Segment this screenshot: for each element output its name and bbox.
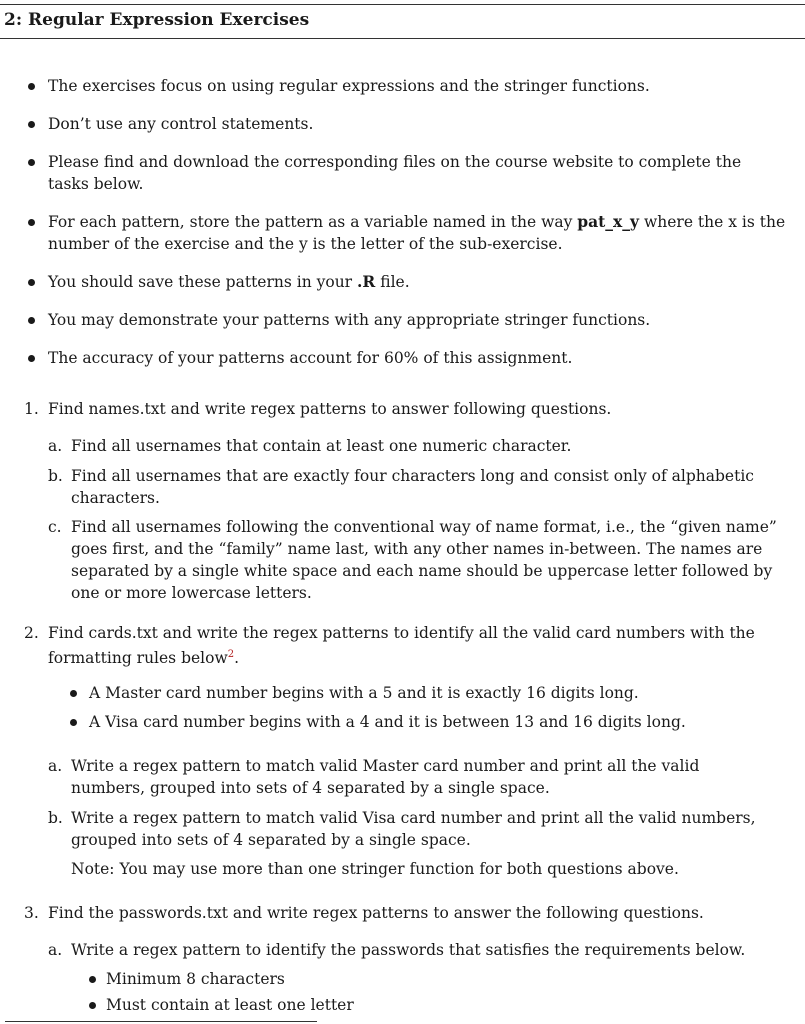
subquestion-label: b. — [48, 809, 63, 827]
subquestion-label: a. — [48, 437, 63, 455]
question-1a-text: Find all usernames that contain at least one numeric character. — [71, 437, 572, 455]
bullet-icon — [89, 1002, 96, 1009]
bullet-icon — [28, 317, 35, 324]
note-text: Note: You may use more than one stringer function for both questions above. — [71, 860, 679, 878]
subquestion-label: a. — [48, 941, 63, 959]
section-title: 2: Regular Expression Exercises — [4, 10, 310, 30]
password-requirement: Must contain at least one letter — [106, 996, 354, 1014]
footnote-rule — [5, 1021, 317, 1022]
footnote-marker: 2 — [227, 649, 235, 660]
password-requirement: Minimum 8 characters — [106, 970, 285, 988]
question-number: 1. — [24, 400, 39, 418]
subquestion-label: a. — [48, 757, 63, 775]
question-2b-text: Write a regex pattern to match valid Visa card number and print all the valid numbers, grouped into sets of 4 separated by a single space. — [71, 809, 756, 849]
question-1b-text: Find all usernames that are exactly four characters long and consist only of alphabetic characters. — [71, 467, 754, 507]
card-rule: A Visa card number begins with a 4 and it is between 13 and 16 digits long. — [89, 713, 686, 731]
intro-item: Don’t use any control statements. — [48, 115, 314, 133]
bullet-icon — [28, 83, 35, 90]
bullet-icon — [28, 219, 35, 226]
subquestion-label: c. — [48, 518, 62, 536]
subquestion-label: b. — [48, 467, 63, 485]
intro-item-save: You should save these patterns in your .R file. — [48, 272, 410, 291]
file-extension: .R — [357, 272, 376, 291]
question-number: 3. — [24, 904, 39, 922]
question-3a-text: Write a regex pattern to identify the passwords that satisfies the requirements below. — [71, 941, 746, 959]
question-1c-text: Find all usernames following the conventional way of name format, i.e., the “given name” goes first, and the “family” name last, with any other names in-between. The names are separated by a single white space and each name should be uppercase letter followed by one or more lowercase letters. — [71, 518, 777, 602]
question-2-text: Find cards.txt and write the regex patterns to identify all the valid card numbers with the formatting rules below$^2$. — [48, 624, 755, 668]
pattern-name-format: pat_x_y — [577, 212, 640, 231]
top-rule — [0, 4, 805, 5]
intro-item: The accuracy of your patterns account for 60% of this assignment. — [48, 349, 573, 367]
question-number: 2. — [24, 624, 39, 642]
bullet-icon — [89, 976, 96, 983]
intro-item: Please find and download the corresponding files on the course website to complete the tasks below. — [48, 153, 742, 193]
bullet-icon — [28, 121, 35, 128]
title-underline — [0, 38, 805, 39]
question-2a-text: Write a regex pattern to match valid Master card number and print all the valid numbers, grouped into sets of 4 separated by a single space. — [71, 757, 700, 797]
bullet-icon — [70, 690, 77, 697]
bullet-icon — [28, 355, 35, 362]
question-3-text: Find the passwords.txt and write regex patterns to answer the following questions. — [48, 904, 704, 922]
card-rule: A Master card number begins with a 5 and it is exactly 16 digits long. — [89, 684, 639, 702]
bullet-icon — [28, 159, 35, 166]
bullet-icon — [28, 279, 35, 286]
intro-item: You may demonstrate your patterns with any appropriate stringer functions. — [48, 311, 651, 329]
intro-item: The exercises focus on using regular expressions and the stringer functions. — [48, 77, 650, 95]
question-1-text: Find names.txt and write regex patterns to answer following questions. — [48, 400, 612, 418]
intro-item-pattern-naming: For each pattern, store the pattern as a variable named in the way pat_x_y where the x is the number of the exercise and the y is the letter of the sub-exercise. — [48, 212, 786, 253]
bullet-icon — [70, 719, 77, 726]
